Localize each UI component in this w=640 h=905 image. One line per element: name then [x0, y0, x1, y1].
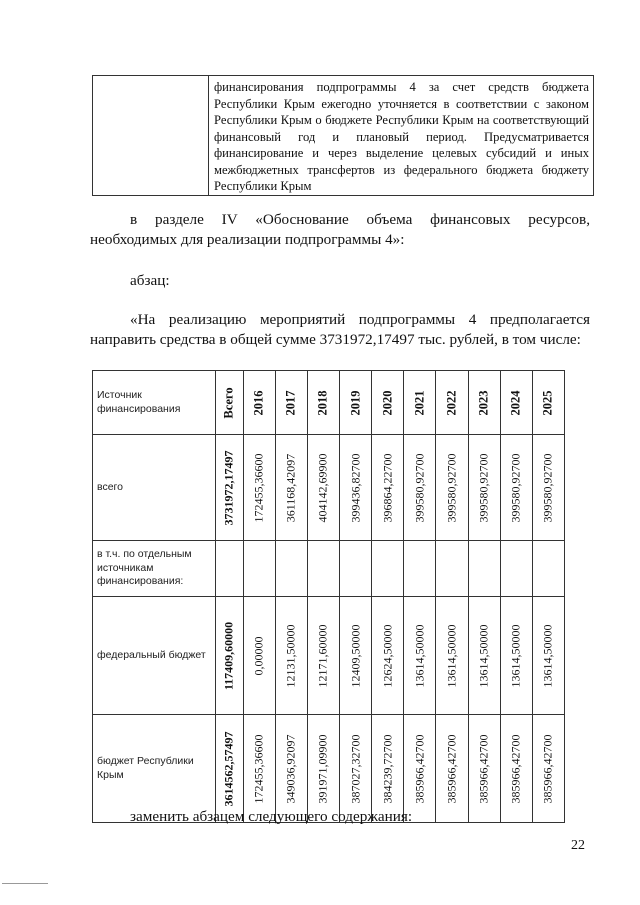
row-total-cell — [215, 435, 243, 541]
header-year-text: 2023 — [476, 390, 491, 415]
year-value: 385966,42700 — [412, 734, 427, 803]
year-cell — [532, 597, 564, 715]
header-year-text: 2018 — [315, 390, 330, 415]
table-row-subheading — [93, 541, 565, 597]
year-cell — [275, 597, 307, 715]
page-number: 22 — [571, 838, 585, 853]
year-cell — [275, 435, 307, 541]
year-cell — [340, 597, 372, 715]
header-year-text: 2025 — [540, 390, 555, 415]
empty-cell — [436, 541, 468, 597]
header-year-text: 2016 — [251, 390, 266, 415]
header-year-text: 2022 — [444, 390, 459, 415]
year-value: 12131,50000 — [283, 624, 298, 687]
row-label: бюджет Республики Крым — [93, 715, 216, 823]
year-cell — [340, 435, 372, 541]
year-cell — [404, 435, 436, 541]
year-cell — [307, 597, 339, 715]
row-total-value: 3614562,57497 — [221, 731, 236, 806]
year-cell — [532, 435, 564, 541]
year-cell — [436, 435, 468, 541]
header-year — [500, 371, 532, 435]
year-value: 13614,50000 — [540, 624, 555, 687]
year-value: 172455,36600 — [251, 453, 266, 522]
empty-cell — [500, 541, 532, 597]
year-value: 12409,50000 — [348, 624, 363, 687]
continuation-table — [92, 75, 594, 196]
year-cell — [436, 597, 468, 715]
table-row-total — [93, 435, 565, 541]
empty-cell — [243, 541, 275, 597]
year-value: 13614,50000 — [476, 624, 491, 687]
empty-cell — [468, 541, 500, 597]
year-value: 404142,69900 — [315, 453, 330, 522]
empty-cell — [340, 541, 372, 597]
year-cell — [404, 597, 436, 715]
header-year-text: 2017 — [283, 390, 298, 415]
header-year — [372, 371, 404, 435]
header-year — [404, 371, 436, 435]
empty-cell — [275, 541, 307, 597]
section-paragraph: в разделе IV «Обоснование объема финансовых ресурсов, необходимых для реализации подпрограммы 4»: — [90, 211, 590, 248]
header-total-text: Всего — [221, 386, 236, 419]
year-cell — [243, 597, 275, 715]
year-value: 172455,36600 — [251, 734, 266, 803]
year-value: 387027,32700 — [348, 734, 363, 803]
year-value: 13614,50000 — [508, 624, 523, 687]
year-cell — [372, 597, 404, 715]
year-cell — [500, 435, 532, 541]
row-label: в т.ч. по отдельным источникам финансирования: — [93, 541, 216, 597]
financing-table — [92, 370, 565, 823]
year-cell — [307, 435, 339, 541]
year-value: 12171,60000 — [315, 624, 330, 687]
year-cell — [500, 597, 532, 715]
quote-paragraph: «На реализацию мероприятий подпрограммы 4 предполагается направить средства в общей сумме 3731972,17497 тыс. рублей, в том числе: — [90, 311, 590, 348]
empty-cell — [404, 541, 436, 597]
year-value: 399580,92700 — [476, 453, 491, 522]
row-total-value: 117409,60000 — [221, 621, 236, 690]
header-year — [243, 371, 275, 435]
table-row-federal — [93, 597, 565, 715]
empty-cell — [372, 541, 404, 597]
header-year — [436, 371, 468, 435]
empty-cell — [307, 541, 339, 597]
year-cell — [243, 435, 275, 541]
year-value: 399580,92700 — [444, 453, 459, 522]
year-cell — [372, 435, 404, 541]
year-value: 0,00000 — [251, 636, 266, 675]
year-cell — [468, 597, 500, 715]
year-value: 385966,42700 — [444, 734, 459, 803]
year-value: 399436,82700 — [348, 453, 363, 522]
year-cell — [468, 435, 500, 541]
continuation-text: финансирования подпрограммы 4 за счет средств бюджета Республики Крым ежегодно уточняется в соответствии с законом Республики Крым о бюджете Республики Крым на соответствующий финансовый год и плановый период. Предусматривается финансирование и через выделение целевых субсидий и иных межбюджетных трансфертов из федерального бюджета бюджету Республики Крым — [214, 80, 589, 193]
row-total-value: 3731972,17497 — [221, 450, 236, 525]
year-value: 361168,42097 — [283, 453, 298, 522]
year-value: 384239,72700 — [380, 734, 395, 803]
header-year — [307, 371, 339, 435]
year-value: 399580,92700 — [540, 453, 555, 522]
header-year-text: 2024 — [508, 390, 523, 415]
header-year — [340, 371, 372, 435]
continuation-text-cell — [209, 76, 594, 196]
replace-paragraph: заменить абзацем следующего содержания: — [130, 808, 413, 825]
continuation-empty-cell — [93, 76, 209, 196]
scan-edge-mark — [2, 883, 48, 884]
year-value: 12624,50000 — [380, 624, 395, 687]
year-value: 399580,92700 — [412, 453, 427, 522]
header-year-text: 2021 — [412, 390, 427, 415]
label-paragraph: абзац: — [130, 272, 170, 289]
year-value: 385966,42700 — [476, 734, 491, 803]
row-label: всего — [93, 435, 216, 541]
header-year — [468, 371, 500, 435]
row-total-cell — [215, 597, 243, 715]
year-value: 385966,42700 — [540, 734, 555, 803]
year-value: 13614,50000 — [444, 624, 459, 687]
year-value: 396864,22700 — [380, 453, 395, 522]
empty-cell — [215, 541, 243, 597]
row-label: федеральный бюджет — [93, 597, 216, 715]
header-year — [532, 371, 564, 435]
header-year-text: 2020 — [380, 390, 395, 415]
header-total — [215, 371, 243, 435]
table-header-row — [93, 371, 565, 435]
year-value: 385966,42700 — [508, 734, 523, 803]
header-source: Источник финансирования — [93, 371, 216, 435]
header-year — [275, 371, 307, 435]
year-value: 391971,09900 — [315, 734, 330, 803]
year-value: 13614,50000 — [412, 624, 427, 687]
year-value: 399580,92700 — [508, 453, 523, 522]
empty-cell — [532, 541, 564, 597]
year-value: 349036,92097 — [283, 734, 298, 803]
header-year-text: 2019 — [348, 390, 363, 415]
